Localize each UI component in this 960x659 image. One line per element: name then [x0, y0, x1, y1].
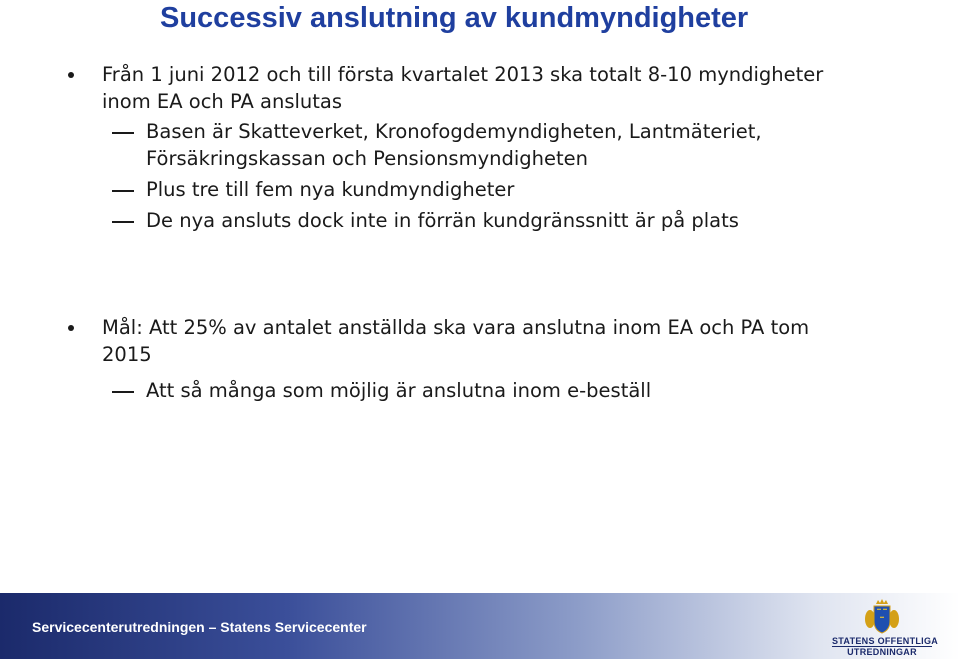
dash-icon [112, 221, 134, 223]
bullet-dot-icon [68, 325, 74, 331]
sub-bullet-text: Basen är Skatteverket, Kronofogdemyndigheten, Lantmäteriet, Försäkringskassan och Pensionsmyndigheten [146, 120, 762, 170]
sou-logo [832, 599, 939, 659]
dash-icon [112, 132, 134, 134]
logo-text-line2: UTREDNINGAR [847, 647, 917, 657]
bullet-dot-icon [68, 72, 74, 78]
sub-bullet-text: De nya ansluts dock inte in förrän kundgränssnitt är på plats [146, 209, 739, 232]
three-crowns-shield-icon [832, 599, 932, 635]
sub-bullet-text: Plus tre till fem nya kundmyndigheter [146, 178, 515, 201]
footer-bar [0, 593, 960, 659]
bullet-text: Från 1 juni 2012 och till första kvartalet 2013 ska totalt 8-10 myndigheter inom EA och PA anslutas [102, 63, 824, 113]
slide-title: Successiv anslutning av kundmyndigheter [160, 2, 749, 34]
dash-icon [112, 391, 134, 393]
logo-text-line1: STATENS OFFENTLIGA [832, 636, 939, 646]
sub-bullet-text: Att så många som möjlig är anslutna inom e-beställ [146, 379, 652, 402]
bullet-text: Mål: Att 25% av antalet anställda ska vara anslutna inom EA och PA tom 2015 [102, 316, 810, 366]
footer-text: Servicecenterutredningen – Statens Servicecenter [32, 619, 367, 635]
dash-icon [112, 190, 134, 192]
